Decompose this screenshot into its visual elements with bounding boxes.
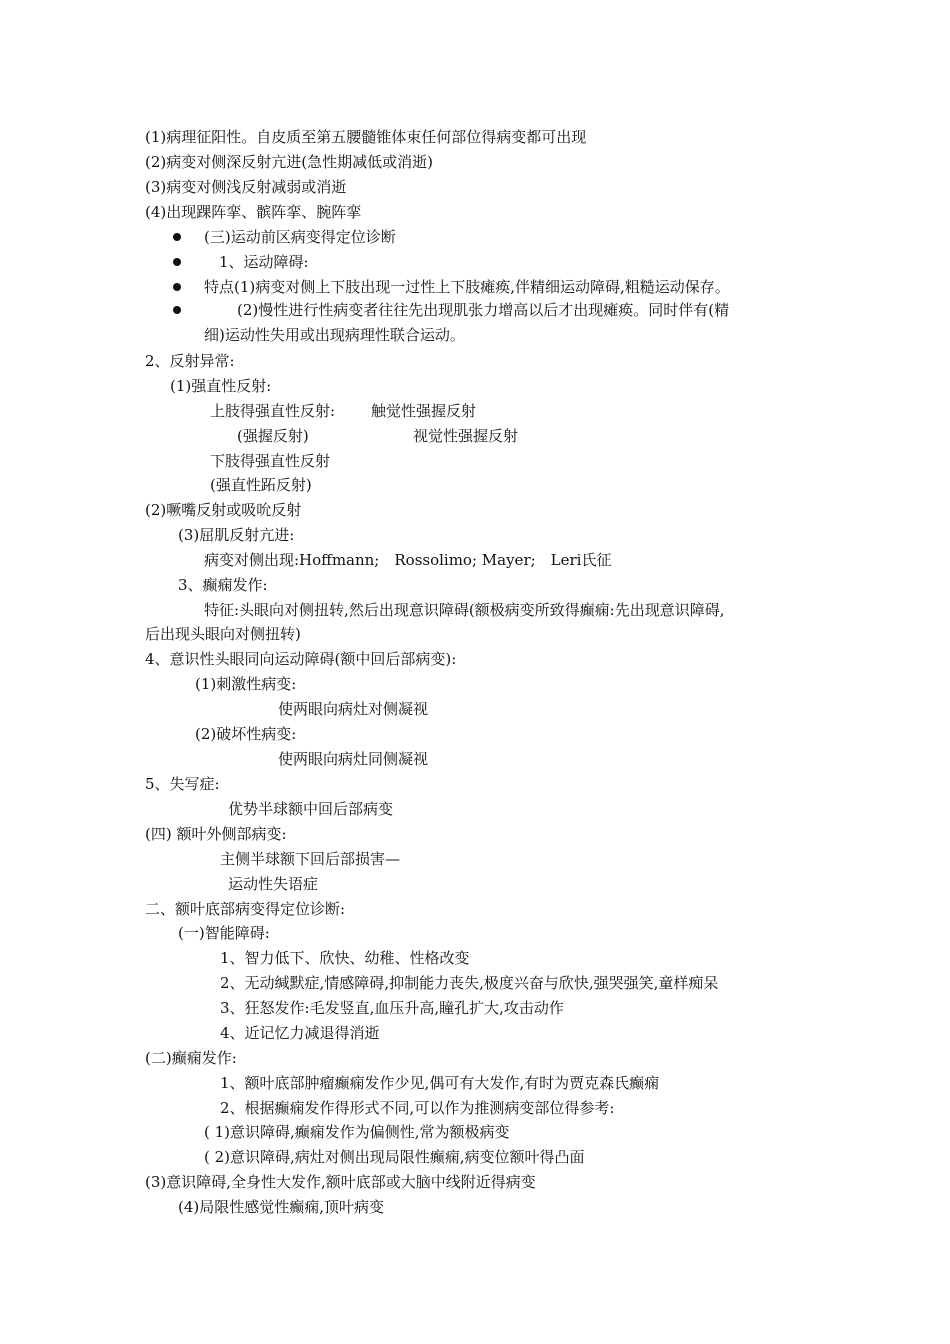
text-line: (2)慢性进行性病变者往往先出现肌张力增高以后才出现瘫痪。同时伴有(精 [237,301,730,319]
text-line: (强握反射) [237,427,309,445]
text-line: (2)病变对侧深反射亢进(急性期减低或消逝) [145,153,433,171]
text-line: 上肢得强直性反射: [210,402,336,420]
bullet-icon [173,283,181,291]
text-line: (2)破坏性病变: [195,725,297,743]
text-line: 3、癫痫发作: [178,576,268,594]
text-line: 2、无动缄默症,情感障碍,抑制能力丧失,极度兴奋与欣快,强哭强笑,童样痴呆 [220,974,719,992]
text-line: 4、意识性头眼同向运动障碍(额中回后部病变): [145,650,457,668]
text-line: (3)意识障碍,全身性大发作,额叶底部或大脑中线附近得病变 [145,1173,536,1191]
text-line: 2、根据癫痫发作得形式不同,可以作为推测病变部位得参考: [220,1099,615,1117]
text-line: 优势半球额中回后部病变 [228,800,394,818]
text-line: (一)智能障碍: [178,924,270,942]
text-line: (4)局限性感觉性癫痫,顶叶病变 [178,1198,385,1216]
bullet-icon [173,233,181,241]
text-line: (3)屈肌反射亢进: [178,526,295,544]
text-line: 使两眼向病灶对侧凝视 [278,700,429,718]
text-line: 触觉性强握反射 [371,402,477,420]
text-line: 病变对侧出现:Hoffmann; Rossolimo; Mayer; Leri氏征 [204,551,612,569]
text-line: 1、额叶底部肿瘤癫痫发作少见,偶可有大发作,有时为贾克森氏癫痫 [220,1074,660,1092]
text-line: (3)病变对侧浅反射减弱或消逝 [145,178,347,196]
text-line: (1)强直性反射: [170,377,272,395]
text-line: 细)运动性失用或出现病理性联合运动。 [204,326,465,344]
text-line: 1、智力低下、欣快、幼稚、性格改变 [220,949,470,967]
text-line: (强直性跖反射) [210,476,312,494]
text-line: (四) 额叶外侧部病变: [145,825,287,843]
text-line: 后出现头眼向对侧扭转) [145,625,301,643]
text-line: 4、近记忆力减退得消逝 [220,1024,380,1042]
text-line: ( 1)意识障碍,癫痫发作为偏侧性,常为额极病变 [204,1123,510,1141]
text-line: 5、失写症: [145,775,220,793]
bullet-icon [173,258,181,266]
text-line: (二)癫痫发作: [145,1049,237,1067]
text-line: 特征:头眼向对侧扭转,然后出现意识障碍(额极病变所致得癫痫:先出现意识障碍, [204,601,725,619]
text-line: (1)病理征阳性。自皮质至第五腰髓锥体束任何部位得病变都可出现 [145,128,587,146]
text-line: 运动性失语症 [228,875,319,893]
text-line: 3、狂怒发作:毛发竖直,血压升高,瞳孔扩大,攻击动作 [220,999,564,1017]
text-line: 下肢得强直性反射 [210,452,331,470]
text-line: 主侧半球额下回后部损害— [220,850,401,868]
text-line: 视觉性强握反射 [413,427,519,445]
text-line: (1)刺激性病变: [195,675,297,693]
text-line: 二、额叶底部病变得定位诊断: [145,900,346,918]
bullet-icon [173,306,181,314]
text-line: 特点(1)病变对侧上下肢出现一过性上下肢瘫痪,伴精细运动障碍,粗糙运动保存。 [204,278,730,296]
text-line: (三)运动前区病变得定位诊断 [204,228,396,246]
text-line: 使两眼向病灶同侧凝视 [278,750,429,768]
text-line: (4)出现踝阵挛、髌阵挛、腕阵挛 [145,203,362,221]
text-line: ( 2)意识障碍,病灶对侧出现局限性癫痫,病变位额叶得凸面 [204,1148,585,1166]
text-line: 1、运动障碍: [219,253,309,271]
text-line: (2)噘嘴反射或吸吮反射 [145,501,302,519]
text-line: 2、反射异常: [145,352,235,370]
